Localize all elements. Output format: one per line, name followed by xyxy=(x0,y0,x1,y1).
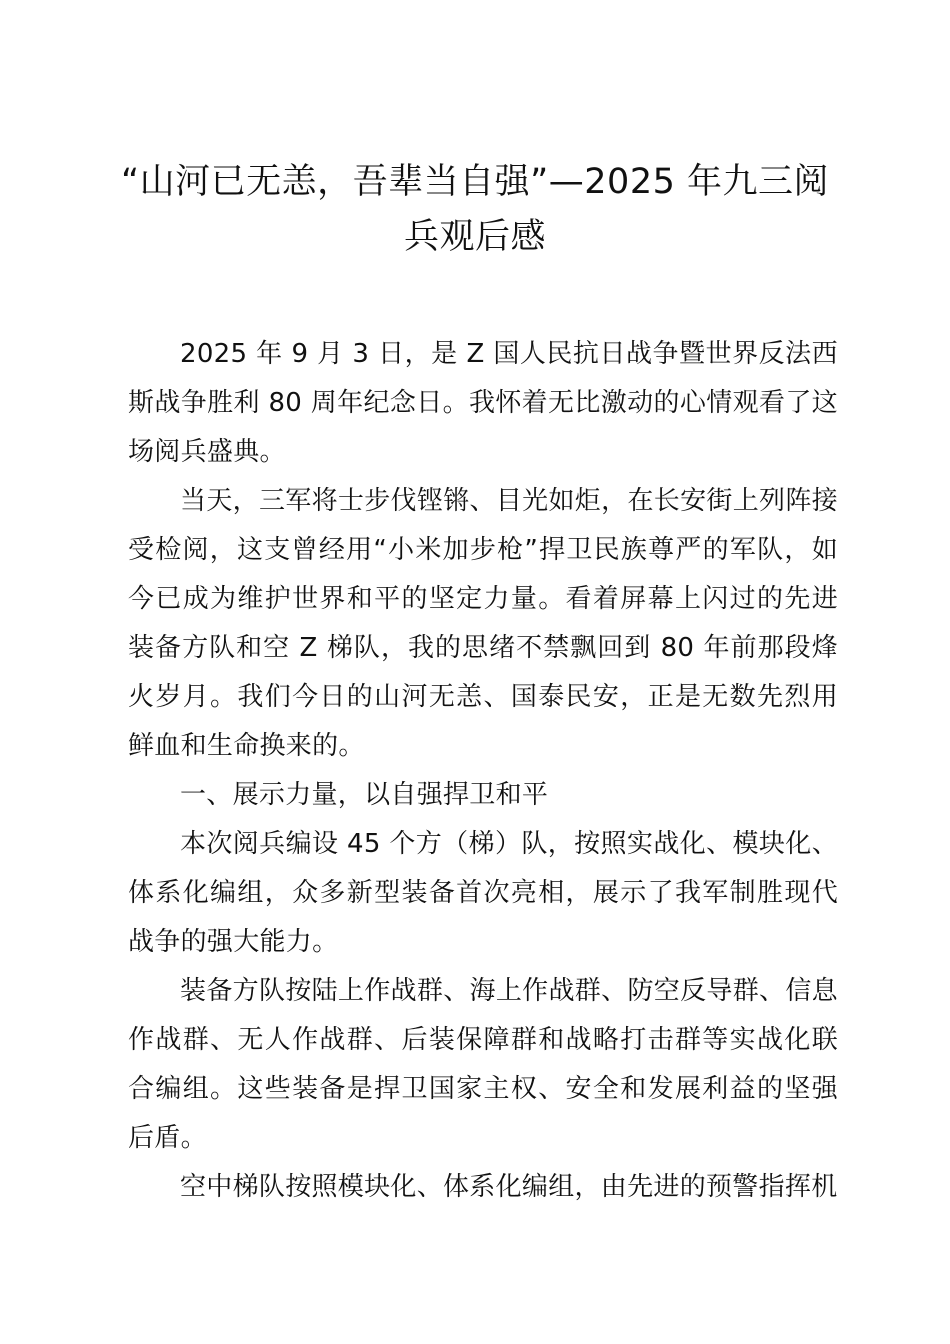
paragraph-formations: 本次阅兵编设 45 个方（梯）队，按照实战化、模块化、体系化编组，众多新型装备首次亮相，展示了我军制胜现代战争的强大能力。 xyxy=(128,829,838,957)
paragraph-equipment: 装备方队按陆上作战群、海上作战群、防空反导群、信息作战群、无人作战群、后装保障群和战略打击群等实战化联合编组。这些装备是捍卫国家主权、安全和发展利益的坚强后盾。 xyxy=(128,976,838,1153)
section-heading-1: 一、展示力量，以自强捍卫和平 xyxy=(180,780,549,810)
paragraph-parade-day: 当天，三军将士步伐铿锵、目光如炬，在长安街上列阵接受检阅，这支曾经用“小米加步枪”捍卫民族尊严的军队，如今已成为维护世界和平的坚定力量。看着屏幕上闪过的先进装备方队和空 Z 梯队，我的思绪不禁飘回到 80 年前那段烽火岁月。我们今日的山河无恙、国泰民安，正是无数先烈用鲜血和生命换来的。 xyxy=(128,486,838,761)
document-body xyxy=(128,330,838,1212)
document-title xyxy=(100,155,850,265)
paragraph-intro: 2025 年 9 月 3 日，是 Z 国人民抗日战争暨世界反法西斯战争胜利 80 周年纪念日。我怀着无比激动的心情观看了这场阅兵盛典。 xyxy=(128,339,838,467)
paragraph-air-echelon: 空中梯队按照模块化、体系化编组，由先进的预警指挥机 xyxy=(180,1172,838,1202)
title-line-1: “山河已无恙，吾辈当自强”—2025 年九三阅 xyxy=(121,162,829,202)
title-line-2: 兵观后感 xyxy=(403,217,546,257)
